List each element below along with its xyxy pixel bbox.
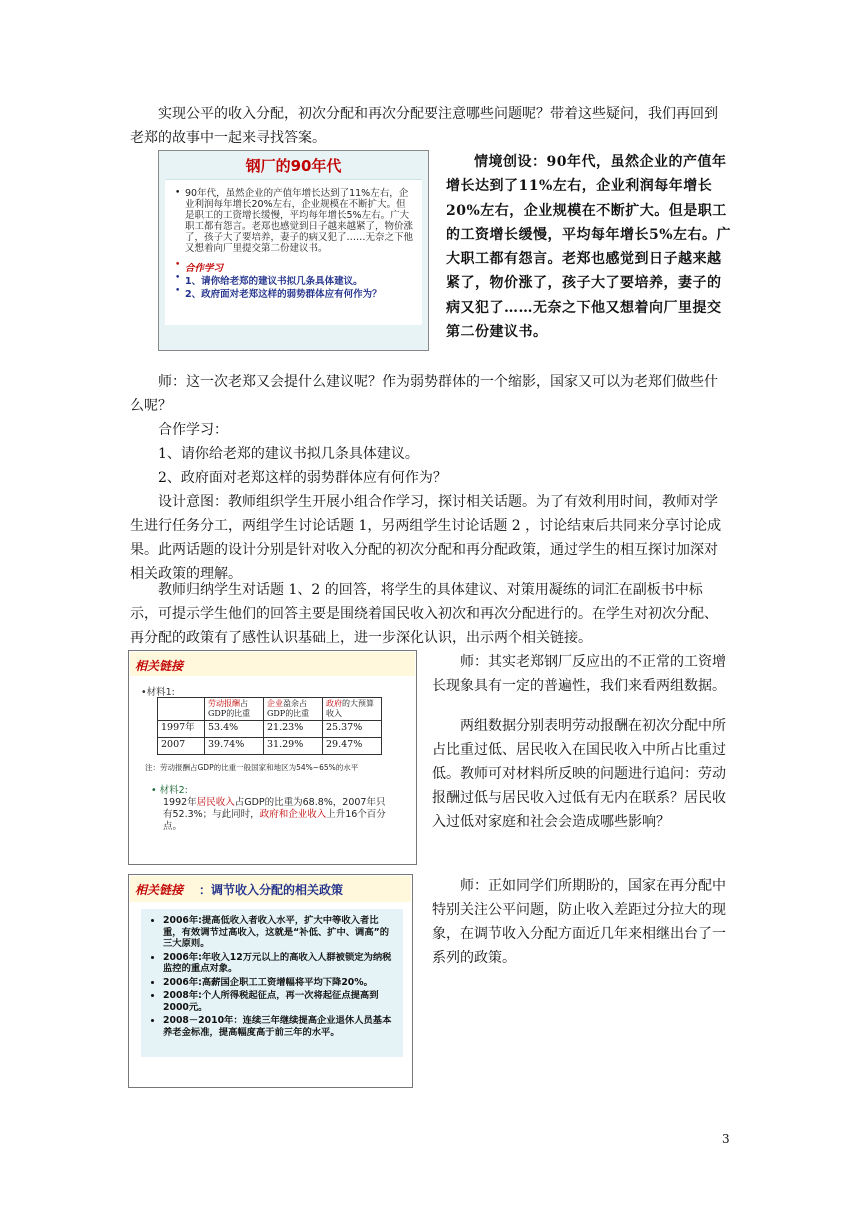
material-2-text: 1992年居民收入占GDP的比重为68.8%，2007年只有52.3%；与此同时，政府和企业收入上升16个百分点。 — [163, 797, 386, 832]
design-intent: 设计意图：教师组织学生开展小组合作学习，探讨相关话题。为了有效利用时间，教师对学生进行任务分工，两组学生讨论话题 1，另两组学生讨论话题 2 ，讨论结束后共同来分享讨论成果。此两话题的设计分别是针对收入分配的初次分配和再分配政策，通过学生的相互探讨加深对相关政策的理解。 — [130, 494, 722, 582]
material-2-label: • 材料2: — [151, 785, 188, 796]
slide-steel-factory — [158, 150, 429, 351]
table-header-cell: 政府的大预算收入 — [323, 698, 382, 721]
teacher-comment-1: 师：其实老郑钢厂反应出的不正常的工资增长现象具有一定的普遍性，我们来看两组数据。 — [432, 654, 726, 694]
table-cell: 25.37% — [323, 721, 382, 738]
slide-heading: 相关链接 — [135, 883, 184, 897]
table-header-cell: 企业盈余占GDP的比重 — [264, 698, 323, 721]
table-cell: 2007 — [158, 738, 205, 755]
income-share-table — [157, 697, 382, 755]
table-header-cell: 劳动报酬占GDP的比重 — [205, 698, 264, 721]
material-1-label: •材料1: — [141, 687, 175, 698]
list-item: • 2008－2010年：连续三年继续提高企业退休人员基本养老金标准，提高幅度高于前三年的水平。 — [163, 1015, 397, 1038]
bullet-icon: • — [175, 260, 181, 270]
slide-subheading: ：调节收入分配的相关政策 — [199, 883, 344, 897]
list-item: • 2008年:个人所得税起征点，再一次将起征点提高到2000元。 — [163, 990, 397, 1013]
policy-list-box — [141, 909, 403, 1057]
bullet-icon: • — [175, 273, 181, 283]
slide-content — [165, 179, 422, 325]
table-cell: 53.4% — [205, 721, 264, 738]
coop-label: 合作学习： — [158, 422, 228, 438]
table-corner-cell — [158, 698, 205, 721]
intro-paragraph: 实现公平的收入分配，初次分配和再次分配要注意哪些问题呢？带着这些疑问，我们再回到老郑的故事中一起来寻找答案。 — [130, 106, 718, 146]
table-row — [158, 721, 382, 738]
slide-related-link-data — [128, 650, 417, 865]
bullet-icon: • — [175, 188, 181, 198]
table-cell: 39.74% — [205, 738, 264, 755]
list-item: • 2006年:高薪国企职工工资增幅将平均下降20%。 — [163, 977, 397, 989]
table-cell: 29.47% — [323, 738, 382, 755]
slide-title: 钢厂的90年代 — [245, 157, 342, 175]
table-cell: 1997年 — [158, 721, 205, 738]
teacher-comment-2: 师：正如同学们所期盼的，国家在再分配中特别关注公平问题，防止收入差距过分拉大的现象，在调节收入分配方面近几年来相继出台了一系列的政策。 — [432, 878, 726, 966]
table-cell: 21.23% — [264, 721, 323, 738]
bullet-icon: • — [175, 286, 181, 296]
question-1: 1、请你给老郑的建议书拟几条具体建议。 — [158, 446, 419, 462]
slide-question-2: 2、政府面对老郑这样的弱势群体应有何作为？ — [185, 289, 382, 300]
teacher-question: 师：这一次老郑又会提什么建议呢？作为弱势群体的一个缩影，国家又可以为老郑们做些什么呢？ — [130, 374, 718, 414]
slide-policy-links — [128, 874, 413, 1088]
table-header-row — [158, 698, 382, 721]
table-row — [158, 738, 382, 755]
coop-heading: 合作学习 — [185, 263, 224, 274]
teacher-summary: 教师归纳学生对话题 1、2 的回答，将学生的具体建议、对策用凝练的词汇在副板书中标示，可提示学生他们的回答主要是围绕着国民收入初次和再次分配进行的。在学生对初次分配、再分配的政策有了感性认识基础上，进一步深化认识，出示两个相关链接。 — [130, 582, 718, 646]
table-cell: 31.29% — [264, 738, 323, 755]
list-item: • 2006年:提高低收入者收入水平，扩大中等收入者比重，有效调节过高收入，这就是“补低、扩中、调高”的三大原则。 — [163, 915, 397, 950]
analysis-paragraph: 两组数据分别表明劳动报酬在初次分配中所占比重过低、居民收入在国民收入中所占比重过低。教师可对材料所反映的问题进行追问：劳动报酬过低与居民收入过低有无内在联系？居民收入过低对家庭和社会会造成哪些影响？ — [432, 718, 726, 830]
policy-list — [141, 909, 403, 1038]
question-2: 2、政府面对老郑这样的弱势群体应有何作为？ — [158, 470, 447, 486]
table-note: 注：劳动报酬占GDP的比重一般国家和地区为54%~65%的水平 — [145, 763, 359, 772]
slide-body-text: 90年代，虽然企业的产值年增长达到了11%左右，企业利润每年增长20%左右，企业规模在不断扩大。但是职工的工资增长缓慢，平均每年增长5%左右。广大职工都有怨言。老郑也感觉到日子越来越紧了，物价涨了，孩子大了要培养，妻子的病又犯了……无奈之下他又想着向厂里提交第二份建议书。 — [185, 188, 414, 254]
list-item: • 2006年:年收入12万元以上的高收入人群被锁定为纳税监控的重点对象。 — [163, 952, 397, 975]
scenario-text: 情境创设：90年代，虽然企业的产值年增长达到了11%左右，企业利润每年增长20%左右，企业规模在不断扩大。但是职工的工资增长缓慢，平均每年增长5%左右。广大职工都有怨言。老郑也感觉到日子越来越紧了，物价涨了，孩子大了要培养，妻子的病又犯了……无奈之下他又想着向厂里提交第二份建议书。 — [446, 154, 732, 341]
slide-question-1: 1、请你给老郑的建议书拟几条具体建议。 — [185, 276, 363, 287]
slide-heading: 相关链接 — [135, 659, 184, 673]
page-number: 3 — [722, 1132, 730, 1146]
